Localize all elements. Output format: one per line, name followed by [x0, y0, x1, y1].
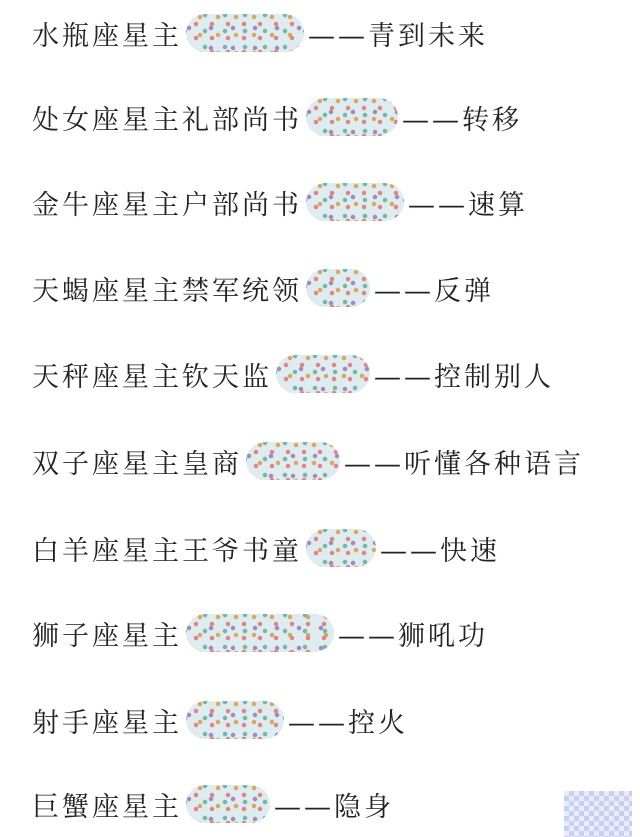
line-prefix: 双子座星主皇商 [32, 448, 242, 480]
line-suffix: ——控制别人 [374, 361, 554, 393]
line-suffix: ——狮吼功 [338, 620, 488, 652]
line-suffix: ——听懂各种语言 [344, 448, 584, 480]
redacted-name-blur [306, 529, 376, 567]
line-suffix: ——速算 [408, 189, 528, 221]
redacted-name-blur [246, 442, 340, 480]
line-prefix: 白羊座星主王爷书童 [32, 535, 302, 567]
redacted-name-blur [306, 269, 370, 307]
list-item-aries [0, 523, 640, 573]
redacted-name-blur [186, 14, 304, 52]
line-prefix: 水瓶座星主 [32, 20, 182, 52]
line-prefix: 天蝎座星主禁军统领 [32, 275, 302, 307]
line-suffix: ——转移 [402, 104, 522, 136]
line-suffix: ——控火 [288, 707, 408, 739]
line-suffix: ——快速 [380, 535, 500, 567]
list-item-libra [0, 349, 640, 399]
redacted-name-blur [186, 701, 284, 739]
redacted-name-blur [306, 183, 404, 221]
redacted-name-blur [276, 355, 370, 393]
list-item-sagittarius [0, 695, 640, 745]
list-item-leo [0, 608, 640, 658]
line-prefix: 金牛座星主户部尚书 [32, 189, 302, 221]
line-prefix: 处女座星主礼部尚书 [32, 104, 302, 136]
line-suffix: ——反弹 [374, 275, 494, 307]
list-item-cancer [0, 779, 640, 829]
list-item-virgo [0, 92, 640, 142]
list-item-taurus [0, 177, 640, 227]
line-prefix: 狮子座星主 [32, 620, 182, 652]
line-suffix: ——青到未来 [308, 20, 488, 52]
line-prefix: 射手座星主 [32, 707, 182, 739]
line-suffix: ——隐身 [274, 791, 394, 823]
line-prefix: 天秤座星主钦天监 [32, 361, 272, 393]
list-item-aquarius [0, 8, 640, 58]
list-item-gemini [0, 436, 640, 486]
line-prefix: 巨蟹座星主 [32, 791, 182, 823]
redacted-name-blur [186, 614, 334, 652]
watermark-mosaic [564, 791, 632, 837]
redacted-name-blur [186, 785, 270, 823]
redacted-name-blur [306, 98, 398, 136]
list-item-scorpio [0, 263, 640, 313]
